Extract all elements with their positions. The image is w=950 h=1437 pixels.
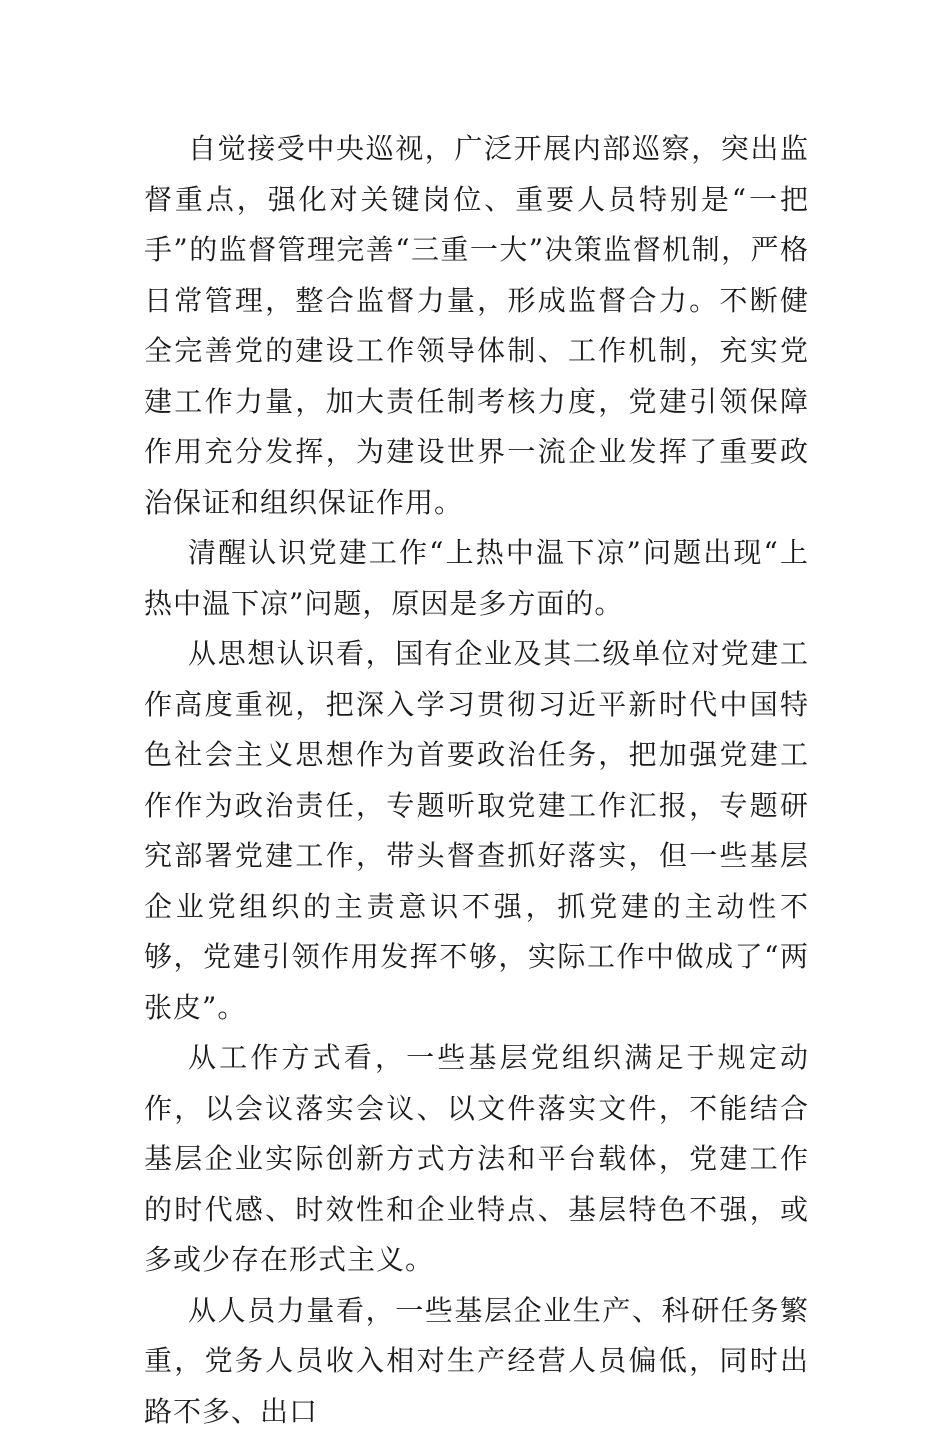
paragraph-ideological-awareness: 从思想认识看，国有企业及其二级单位对党建工作高度重视，把深入学习贯彻习近平新时代中国特色社会主义思想作为首要政治任务，把加强党建工作作为政治责任，专题听取党建工作汇报，专题研究部署党建工作，带头督查抓好落实，但一些基层企业党组织的主责意识不强，抓党建的主动性不够，党建引领作用发挥不够，实际工作中做成了“两张皮”。: [144, 629, 809, 1033]
paragraph-working-methods: 从工作方式看，一些基层党组织满足于规定动作，以会议落实会议、以文件落实文件，不能结合基层企业实际创新方式方法和平台载体，党建工作的时代感、时效性和企业特点、基层特色不强，或多或少存在形式主义。: [144, 1033, 809, 1286]
paragraph-supervision: 自觉接受中央巡视，广泛开展内部巡察，突出监督重点，强化对关键岗位、重要人员特别是“一把手”的监督管理完善“三重一大”决策监督机制，严格日常管理，整合监督力量，形成监督合力。不断健全完善党的建设工作领导体制、工作机制，充实党建工作力量，加大责任制考核力度，党建引领保障作用充分发挥，为建设世界一流企业发挥了重要政治保证和组织保证作用。: [144, 124, 809, 528]
paragraph-problem-statement: 清醒认识党建工作“上热中温下凉”问题出现“上热中温下凉”问题，原因是多方面的。: [144, 528, 809, 629]
document-body: [144, 124, 809, 1437]
paragraph-personnel-strength: 从人员力量看，一些基层企业生产、科研任务繁重，党务人员收入相对生产经营人员偏低，同时出路不多、出口: [144, 1286, 809, 1437]
